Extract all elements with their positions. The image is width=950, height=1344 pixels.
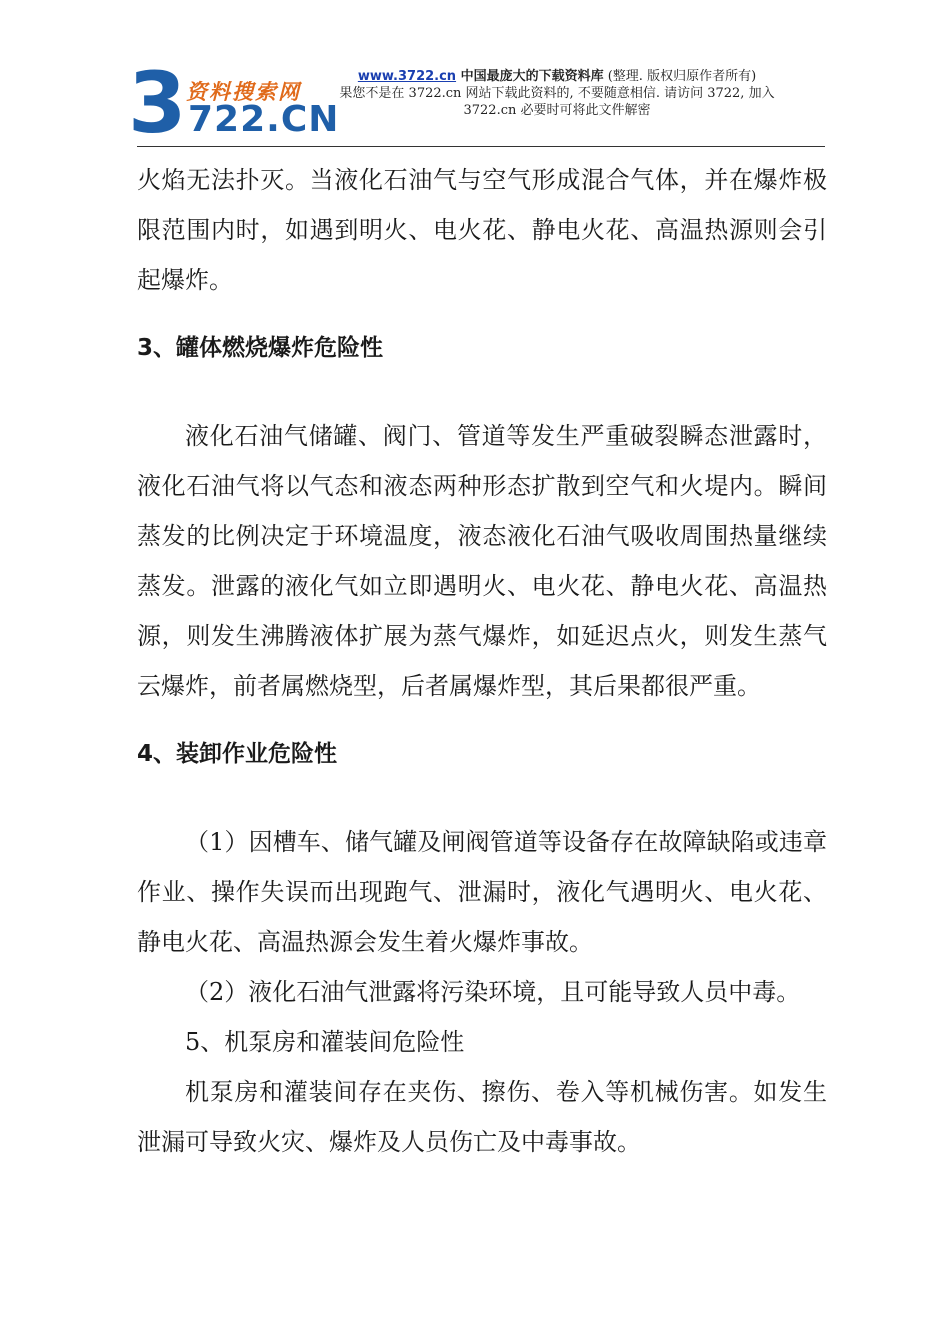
- paragraph-pump-room: 机泵房和灌装间存在夹伤、擦伤、卷入等机械伤害。如发生泄漏可导致火灾、爆炸及人员伤亡及中毒事故。: [137, 1078, 827, 1156]
- spacer: [137, 373, 827, 411]
- logo-chinese-text: 资料搜索网: [186, 80, 301, 104]
- site-link[interactable]: www.3722.cn: [357, 69, 457, 84]
- header-line-2: 果您不是在 3722.cn 网站下载此资料的, 不要随意相信. 请访问 3722, 加入: [339, 86, 775, 101]
- spacer: [137, 711, 827, 729]
- page-header: [0, 0, 950, 150]
- section-heading-5: 5、机泵房和灌装间危险性: [185, 1028, 465, 1056]
- paragraph-loading-1: （1）因槽车、储气罐及闸阀管道等设备存在故障缺陷或违章作业、操作失误而出现跑气、泄漏时，液化气遇明火、电火花、静电火花、高温热源会发生着火爆炸事故。: [137, 828, 827, 956]
- paragraph-loading-2: （2）液化石油气泄露将污染环境，且可能导致人员中毒。: [185, 978, 801, 1006]
- logo-domain-text: 722.CN: [188, 99, 340, 140]
- paragraph-continued: 火焰无法扑灭。当液化石油气与空气形成混合气体，并在爆炸极限范围内时，如遇到明火、电火花、静电火花、高温热源则会引起爆炸。: [137, 166, 827, 294]
- copyright-note: (整理. 版权归原作者所有): [603, 69, 757, 84]
- header-divider: [137, 146, 825, 147]
- paragraph-tank-explosion: 液化石油气储罐、阀门、管道等发生严重破裂瞬态泄露时，液化石油气将以气态和液态两种形态扩散到空气和火堤内。瞬间蒸发的比例决定于环境温度，液态液化石油气吸收周围热量继续蒸发。泄露的液化气如立即遇明火、电火花、静电火花、高温热源，则发生沸腾液体扩展为蒸气爆炸，如延迟点火，则发生蒸气云爆炸，前者属燃烧型，后者属爆炸型，其后果都很严重。: [137, 422, 827, 700]
- document-body: [137, 155, 827, 1167]
- logo-digit: 3: [128, 54, 185, 152]
- spacer: [137, 305, 827, 323]
- header-notice: [312, 68, 802, 119]
- site-tagline: 中国最庞大的下载资料库: [456, 69, 604, 84]
- section-heading-3: 3、罐体燃烧爆炸危险性: [137, 335, 384, 361]
- site-logo[interactable]: [128, 54, 340, 152]
- header-line-3: 3722.cn 必要时可将此文件解密: [463, 103, 651, 118]
- spacer: [137, 779, 827, 817]
- header-line-1: [312, 68, 802, 85]
- section-heading-4: 4、装卸作业危险性: [137, 741, 338, 767]
